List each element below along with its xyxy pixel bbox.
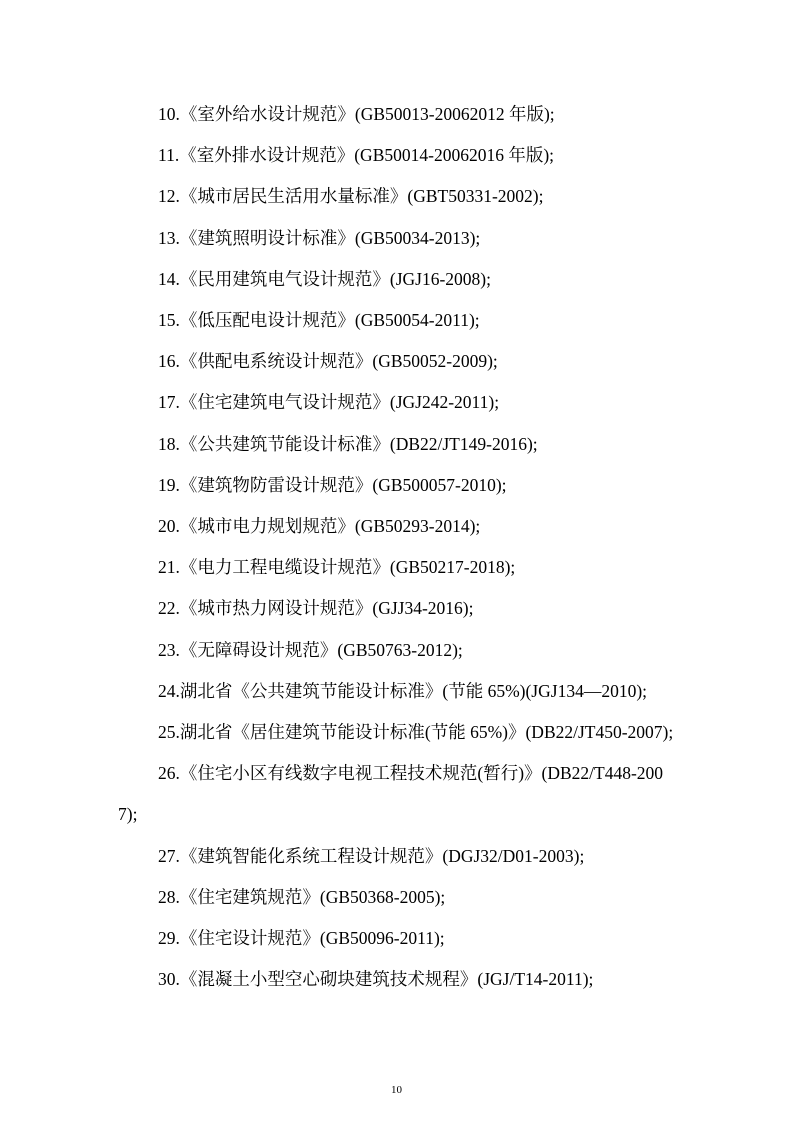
reference-item: 10.《室外给水设计规范》(GB50013-20062012 年版); [158,104,555,124]
reference-item: 22.《城市热力网设计规范》(GJJ34-2016); [158,598,474,619]
reference-item: 15.《低压配电设计规范》(GB50054-2011); [158,310,480,331]
reference-list [118,94,678,1000]
reference-item: 28.《住宅建筑规范》(GB50368-2005); [158,886,446,907]
reference-item: 12.《城市居民生活用水量标准》(GBT50331-2002); [158,186,544,207]
reference-item: 11.《室外排水设计规范》(GB50014-20062016 年版); [158,145,555,166]
reference-item: 24.湖北省《公共建筑节能设计标准》(节能 65%)(JGJ134—2010); [158,680,648,701]
reference-item: 21.《电力工程电缆设计规范》(GB50217-2018); [158,557,516,578]
reference-item: 20.《城市电力规划规范》(GB50293-2014); [158,516,481,537]
reference-item: 30.《混凝土小型空心砌块建筑技术规程》(JGJ/T14-2011); [158,969,594,990]
reference-item: 14.《民用建筑电气设计规范》(JGJ16-2008); [158,268,491,289]
reference-item: 19.《建筑物防雷设计规范》(GB500057-2010); [158,474,507,495]
reference-item: 16.《供配电系统设计规范》(GB50052-2009); [158,351,498,372]
reference-item: 29.《住宅设计规范》(GB50096-2011); [158,928,445,949]
reference-item: 17.《住宅建筑电气设计规范》(JGJ242-2011); [158,392,500,413]
reference-item: 18.《公共建筑节能设计标准》(DB22/JT149-2016); [158,433,538,454]
reference-item: 23.《无障碍设计规范》(GB50763-2012); [158,639,463,660]
reference-item: 26.《住宅小区有线数字电视工程技术规范(暂行)》(DB22/T448-2007); [118,763,664,825]
reference-item: 27.《建筑智能化系统工程设计规范》(DGJ32/D01-2003); [158,845,585,866]
page-number: 10 [391,1084,402,1096]
reference-item: 13.《建筑照明设计标准》(GB50034-2013); [158,227,481,248]
reference-item: 25.湖北省《居住建筑节能设计标准(节能 65%)》(DB22/JT450-2007); [158,722,674,743]
